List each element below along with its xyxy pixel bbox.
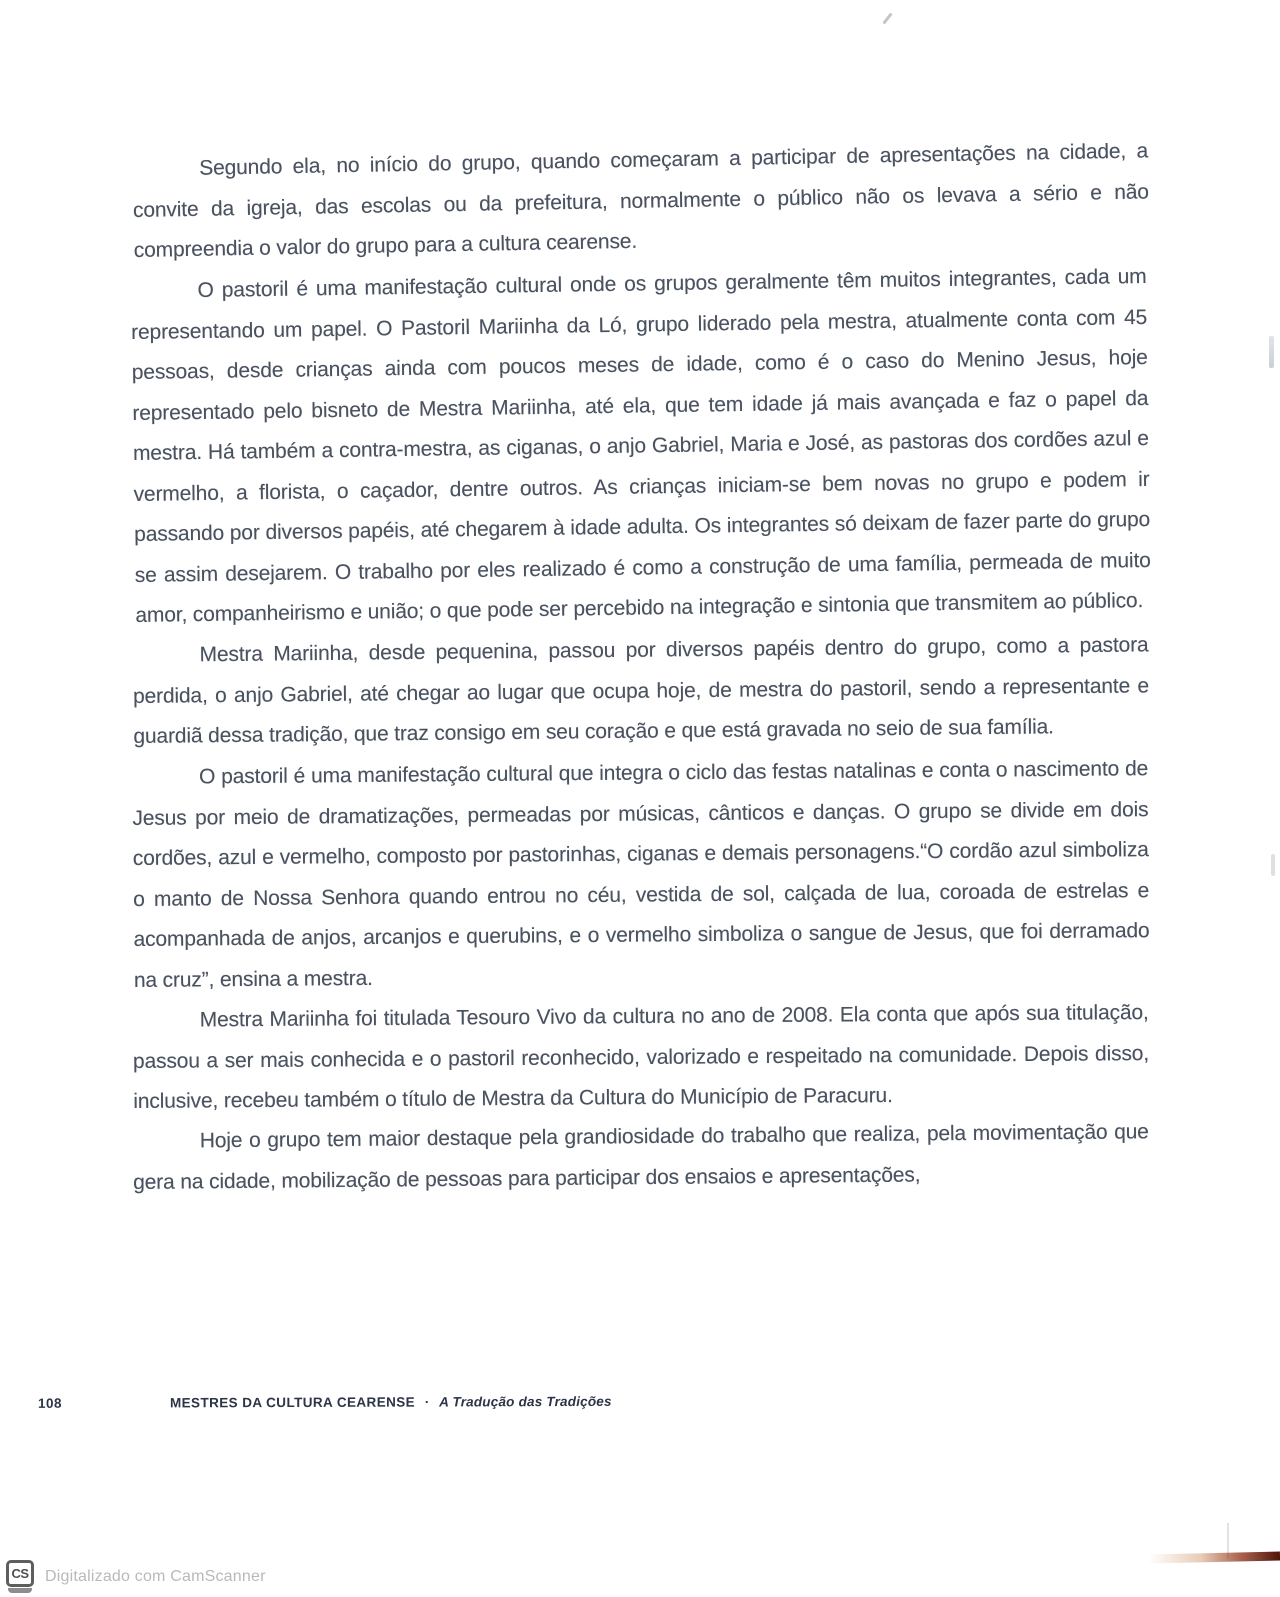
footer-separator-dot: · (424, 1394, 430, 1410)
footer-book-title: MESTRES DA CULTURA CEARENSE (169, 1394, 416, 1411)
scan-corner-artifact (1148, 1552, 1280, 1564)
cs-badge-tab (8, 1588, 32, 1593)
page-number: 108 (37, 1395, 63, 1411)
paragraph: Mestra Mariinha foi titulada Tesouro Vivo da cultura no ano de 2008. Ela conta que após sua titulação, passou a ser mais conhecida e o pastoril reconhecido, valorizado e respeitado na comunidade. Depois disso, inclusive, recebeu também o título de Mestra da Cultura do Município de Paracuru. (132, 1000, 1150, 1113)
paragraph: O pastoril é uma manifestação cultural onde os grupos geralmente têm muitos integrantes, cada um representando um papel. O Pastoril Mariinha da Ló, grupo liderado pela mestra, atualmente conta com 45 pessoas, desde crianças ainda com poucos meses de idade, como é o caso do Menino Jesus, hoje representado pelo bisneto de Mestra Mariinha, até ela, que tem idade já mais avançada e faz o papel da mestra. Há também a contra-mestra, as ciganas, o anjo Gabriel, Maria e José, as pastoras dos cordões azul e vermelho, a florista, o caçador, dentre outros. As crianças iniciam-se bem novas no grupo e podem ir passando por diversos papéis, até chegarem à idade adulta. Os integrantes só deixam de fazer parte do grupo se assim desejarem. O trabalho por eles realizado é como a construção de uma família, permeada de muito amor, companheirismo e união; o que pode ser percebido na integração e sintonia que transmitem ao público. (131, 264, 1151, 627)
paragraph: Hoje o grupo tem maior destaque pela grandiosidade do trabalho que realiza, pela movimentação que gera na cidade, mobilização de pessoas para participar dos ensaios e apresentações, (133, 1120, 1149, 1194)
paragraph: Segundo ela, no início do grupo, quando começaram a participar de apresentações na cidade, a convite da igreja, das escolas ou da prefeitura, normalmente o público não os levava a sério e não compreendia o valor do grupo para a cultura cearense. (132, 139, 1150, 262)
footer-subtitle: A Tradução das Tradições (439, 1393, 612, 1410)
camscanner-watermark (6, 1560, 266, 1593)
paragraph: O pastoril é uma manifestação cultural que integra o ciclo das festas natalinas e conta o nascimento de Jesus por meio de dramatizações, permeadas por músicas, cânticos e danças. O grupo se divide em dois cordões, azul e vermelho, composto por pastorinhas, ciganas e demais personagens.“O cordão azul simboliza o manto de Nossa Senhora quando entrou no céu, vestida de sol, calçada de lua, coroada de estrelas e acompanhada de anjos, arcanjos e querubins, e o vermelho simboliza o sangue de Jesus, que foi derramado na cruz”, ensina a mestra. (132, 756, 1150, 991)
camscanner-logo-icon (6, 1560, 34, 1593)
body-text (131, 139, 1151, 1203)
footer-line (170, 1394, 612, 1411)
cs-badge: CS (6, 1560, 34, 1587)
paragraph: Mestra Mariinha, desde pequenina, passou por diversos papéis dentro do grupo, como a pastora perdida, o anjo Gabriel, até chegar ao lugar que ocupa hoje, de mestra do pastoril, sendo a representante e guardiã dessa tradição, que traz consigo em seu coração e que está gravada no seio de sua família. (132, 633, 1150, 748)
camscanner-label: Digitalizado com CamScanner (45, 1567, 266, 1585)
page-footer (0, 1392, 1200, 1416)
scan-smudge (882, 12, 892, 24)
page-edge-mark (1271, 854, 1275, 876)
page-edge-mark (1269, 336, 1274, 368)
